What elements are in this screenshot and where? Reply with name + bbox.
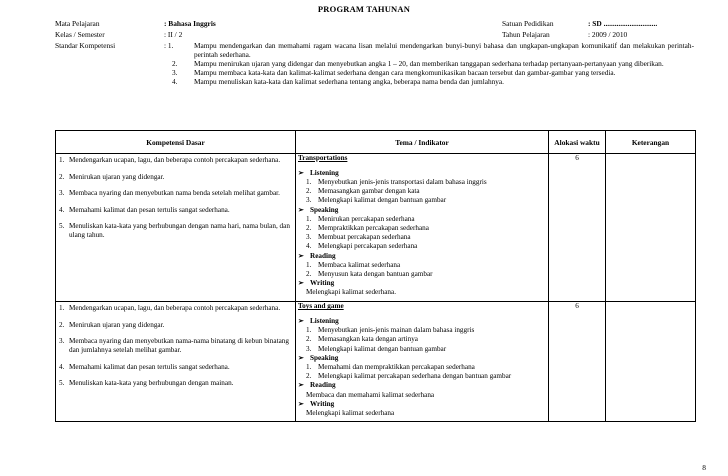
alokasi-cell: 6	[549, 302, 606, 422]
school-value: : SD .............................	[588, 19, 658, 28]
kd-number: 2.	[59, 320, 65, 329]
year-value: : 2009 / 2010	[588, 30, 628, 39]
kd-text: Menuliskan kata-kata yang berhubungan dengan nama hari, nama bulan, dan ulang tahun.	[69, 222, 290, 239]
standard-competence-label: Standar Kompetensi	[55, 41, 116, 50]
table-row	[56, 302, 696, 422]
skill-heading: ➢ Writing	[298, 399, 335, 408]
kd-number: 5.	[59, 379, 65, 388]
keterangan-cell	[606, 302, 696, 422]
kd-text: Membaca nyaring dan menyebutkan nama-nama binatang di kebun binatang dan jumlahnya setelah melihat gambar.	[69, 337, 289, 354]
list-item: 3. Melengkapi kalimat dengan bantuan gambar	[306, 196, 447, 205]
class-label: Kelas / Semester	[55, 30, 105, 39]
skill-heading: ➢ Reading	[298, 251, 336, 260]
list-item	[59, 304, 293, 313]
arrow-bullet-icon: ➢	[298, 279, 304, 288]
list-item: 1. Memahami dan mempraktikkan percakapan sederhana	[306, 362, 475, 371]
sk-text: Mampu membaca kata-kata dan kalimat-kalimat sederhana dengan cara mengkomunikasikan bacaan tersebut dan gambar-gambar yang tersedia.	[194, 68, 616, 78]
kd-text: Mendengarkan ucapan, lagu, dan beberapa contoh percakapan sederhana.	[69, 304, 281, 313]
plain-text: Melengkapi kalimat sederhana	[306, 408, 395, 417]
list-item	[59, 156, 293, 165]
list-item	[59, 222, 293, 239]
kd-text: Memahami kalimat dan pesan tertulis sangat sederhana.	[69, 205, 230, 214]
topic-title: Transportations	[298, 154, 348, 162]
kd-text: Membaca nyaring dan menyebutkan nama benda setelah melihat gambar.	[69, 189, 280, 198]
skill-heading: ➢ Reading	[298, 381, 336, 390]
arrow-bullet-icon: ➢	[298, 251, 304, 260]
kd-cell	[56, 154, 296, 302]
plain-text: Melengkapi kalimat sederhana.	[306, 288, 397, 297]
subject-label: Mata Pelajaran	[55, 19, 100, 28]
alokasi-cell: 6	[549, 154, 606, 302]
arrow-bullet-icon: ➢	[298, 353, 304, 362]
list-item: 1. Menirukan percakapan sederhana	[306, 214, 415, 223]
list-item	[59, 363, 293, 372]
kd-cell	[56, 302, 296, 422]
year-label: Tahun Pelajaran	[502, 30, 550, 39]
tema-cell	[296, 302, 549, 422]
skill-heading: ➢ Writing	[298, 279, 335, 288]
arrow-bullet-icon: ➢	[298, 168, 304, 177]
sk-number: 2.	[172, 59, 178, 69]
kd-text: Mendengarkan ucapan, lagu, dan beberapa contoh percakapan sederhana.	[69, 156, 281, 164]
standard-competence-list	[164, 41, 694, 86]
sk-text: Mampu menuliskan kata-kata dan kalimat sederhana tentang angka, beberapa nama benda dan jumlahnya.	[194, 77, 504, 87]
standard-competence-item	[164, 77, 694, 86]
list-item	[59, 189, 293, 198]
list-item	[59, 206, 293, 215]
list-item	[59, 321, 293, 330]
arrow-bullet-icon: ➢	[298, 381, 304, 390]
kd-text: Memahami kalimat dan pesan tertulis sangat sederhana.	[69, 362, 230, 371]
list-item: 2. Melengkapi kalimat percakapan sederhana dengan bantuan gambar	[306, 372, 512, 381]
list-item: 4. Melengkapi percakapan sederhana	[306, 242, 418, 251]
sk-number: 4.	[172, 77, 178, 87]
arrow-bullet-icon: ➢	[298, 399, 304, 408]
topic-title: Toys and game	[298, 302, 344, 311]
subject-value: : Bahasa Inggris	[164, 19, 216, 28]
standard-competence-item	[164, 68, 694, 77]
arrow-bullet-icon: ➢	[298, 205, 304, 214]
kd-number: 1.	[59, 304, 65, 313]
list-item	[59, 337, 293, 354]
list-item: 1. Membaca kalimat sederhana	[306, 260, 401, 269]
skill-heading: ➢ Speaking	[298, 205, 339, 214]
sk-text: Mampu menirukan ujaran yang didengar dan menyebutkan angka 1 – 20, dan memberikan tanggapan sederhana terhadap pertanyaan-pertanyaan yang diberikan.	[194, 59, 664, 69]
list-item	[59, 173, 293, 182]
list-item: 2. Menyusun kata dengan bantuan gambar	[306, 270, 433, 279]
page-title: PROGRAM TAHUNAN	[317, 4, 411, 14]
sk-number: : 1.	[164, 41, 174, 50]
program-table	[55, 130, 696, 422]
list-item: 1. Menyebutkan jenis-jenis mainan dalam bahasa inggris	[306, 326, 475, 335]
list-item: 3. Melengkapi kalimat dengan bantuan gambar	[306, 344, 447, 353]
standard-competence-item	[164, 41, 694, 59]
header-kompetensi-dasar: Kompetensi Dasar	[56, 131, 296, 154]
table-header-row	[56, 131, 696, 154]
kd-number: 3.	[59, 337, 65, 346]
kd-number: 4.	[59, 205, 65, 214]
keterangan-cell	[606, 154, 696, 302]
header-alokasi-waktu: Alokasi waktu	[549, 131, 606, 154]
header-tema-indikator: Tema / Indikator	[296, 131, 549, 154]
school-label: Satuan Pedidikan	[502, 19, 554, 28]
class-value: : II / 2	[164, 30, 183, 39]
list-item: 1. Menyebutkan jenis-jenis transportasi dalam bahasa inggris	[306, 178, 487, 186]
kd-number: 1.	[59, 156, 65, 164]
kd-text: Menuliskan kata-kata yang berhubungan dengan mainan.	[69, 379, 234, 388]
standard-competence-item	[164, 59, 694, 68]
table-row	[56, 154, 696, 302]
arrow-bullet-icon: ➢	[298, 316, 304, 325]
skill-heading: ➢ Speaking	[298, 353, 339, 362]
skill-heading: ➢ Listening	[298, 168, 339, 177]
list-item: 2. Memasangkan gambar dengan kata	[306, 187, 420, 196]
kd-number: 5.	[59, 222, 65, 231]
plain-text: Membaca dan memahami kalimat sederhana	[306, 390, 435, 399]
kd-text: Menirukan ujaran yang didengar.	[69, 320, 165, 329]
list-item	[59, 379, 293, 388]
page-number: 8	[702, 463, 706, 472]
list-item: 2. Mempraktikkan percakapan sederhana	[306, 224, 429, 233]
kd-text: Menirukan ujaran yang didengar.	[69, 172, 165, 181]
list-item: 2. Memasangkan kata dengan artinya	[306, 335, 418, 344]
sk-text: Mampu mendengarkan dan memahami ragam wacana lisan melalui mendengarkan bunyi-bunyi bahasa dan ungkapan-ungkapan komunikatif dan melakukan perintah-perintah sederhana.	[194, 41, 694, 60]
header-keterangan: Keterangan	[606, 131, 696, 154]
sk-number: 3.	[172, 68, 178, 78]
tema-cell	[296, 154, 549, 302]
kd-number: 3.	[59, 189, 65, 198]
kd-number: 4.	[59, 362, 65, 371]
kd-number: 2.	[59, 172, 65, 181]
skill-heading: ➢ Listening	[298, 316, 339, 325]
list-item: 3. Membuat percakapan sederhana	[306, 233, 411, 242]
